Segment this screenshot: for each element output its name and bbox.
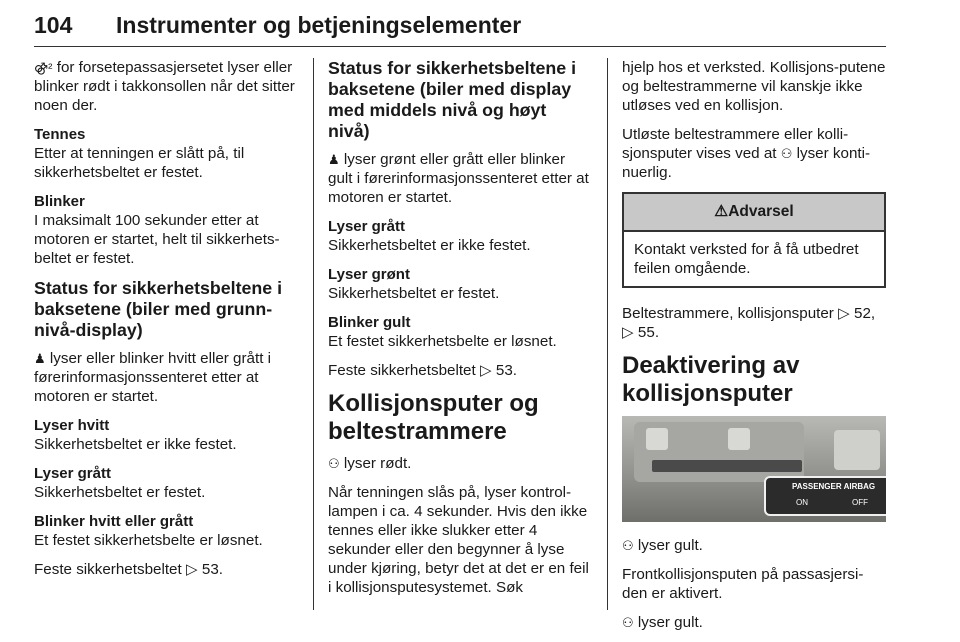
section-label: Lyser grått [328, 218, 405, 235]
paragraph: ⚇ lyser gult. [622, 614, 703, 631]
column-3 [622, 58, 886, 642]
page-reference-arrow-icon: ▷ [185, 561, 198, 578]
page-header [34, 4, 886, 44]
chapter-heading: Deaktivering av kollisjonsputer [622, 352, 800, 407]
section-label: Blinker gult [328, 314, 411, 331]
section-label: Lyser grått [34, 465, 111, 482]
callout-title: PASSENGER AIRBAG [792, 482, 876, 491]
warning-triangle-icon: ⚠ [714, 203, 729, 220]
section-text: Sikkerhetsbeltet er festet. [328, 285, 500, 302]
paragraph: ♟ lyser eller blinker hvitt eller grått i førerinformasjonssenteret etter at motoren er startet. [34, 350, 272, 405]
warning-title: ⚠Advarsel [624, 194, 884, 232]
airbag-panel-photo [622, 416, 886, 522]
console-button [728, 428, 750, 450]
callout-off-label: OFF [852, 498, 868, 507]
paragraph: Frontkollisjonsputen på passasjersi-den er aktivert. [622, 566, 864, 602]
section-text: Sikkerhetsbeltet er festet. [34, 484, 206, 501]
seatbelt-icon: ♟ [34, 351, 46, 366]
column-divider [607, 58, 608, 610]
section-text: Sikkerhetsbeltet er ikke festet. [34, 436, 237, 453]
page-reference-arrow-icon: ▷ [838, 305, 850, 322]
airbag-off-icon: ⚇ [622, 615, 634, 630]
section-text: Et festet sikkerhetsbelte er løsnet. [34, 532, 263, 549]
section-label: Tennes [34, 126, 86, 143]
paragraph: hjelp hos et verksted. Kollisjons-putene og beltestrammerne vil kanskje ikke utløses ved en kollisjon. [622, 59, 886, 114]
page-title: Instrumenter og betjeningselementer [116, 12, 522, 38]
section-label: Blinker [34, 193, 85, 210]
column-1 [34, 58, 298, 589]
passenger-airbag-callout [764, 476, 886, 516]
header-rule [34, 46, 886, 47]
section-text: Etter at tenningen er slått på, til sikkerhetsbeltet er festet. [34, 145, 245, 181]
page-reference-arrow-icon: ▷ [622, 324, 634, 341]
section-label: Lyser grønt [328, 266, 410, 283]
section-heading: Status for sikkerhetsbeltene i baksetene (biler med grunn-nivå-display) [34, 278, 283, 340]
page-reference: Feste sikkerhetsbeltet ▷ 53. [34, 561, 224, 578]
airbag-on-icon: ⚇ [622, 538, 634, 553]
section-text: Sikkerhetsbeltet er ikke festet. [328, 237, 531, 254]
page-reference-arrow-icon: ▷ [479, 362, 492, 379]
section-label: Lyser hvitt [34, 417, 110, 434]
section-text: Et festet sikkerhetsbelte er løsnet. [328, 333, 557, 350]
airbag-icon: ⚇ [328, 456, 340, 471]
airbag-icon: ⚇ [780, 146, 793, 161]
intro-paragraph: ⚣² for forsetepassasjersetet lyser eller blinker rødt i takkonsollen når det sitter noen der. [34, 59, 295, 114]
seatbelt-icon: ♟ [328, 152, 340, 167]
console-button [646, 428, 668, 450]
page-reference: Beltestrammere, kollisjonsputer ▷ 52, ▷ 55. [622, 305, 876, 341]
callout-on-label: ON [796, 498, 808, 507]
seatbelt-icon: ⚣² [34, 60, 53, 75]
section-heading: Status for sikkerhetsbeltene i baksetene (biler med display med middels nivå og høyt nivå) [328, 58, 577, 141]
column-2 [328, 58, 590, 607]
indicator-strip [652, 460, 802, 472]
paragraph: ♟ lyser grønt eller grått eller blinker gult i førerinformasjonssenteret etter at motoren er startet. [328, 151, 589, 206]
warning-body: Kontakt verksted for å få utbedret feilen omgående. [634, 241, 859, 277]
page-reference: Feste sikkerhetsbeltet ▷ 53. [328, 362, 518, 379]
page-number: 104 [34, 12, 73, 38]
map-lamp [834, 430, 880, 470]
paragraph: Utløste beltestrammere eller kolli-sjonsputer vises ved at ⚇ lyser konti-nuerlig. [622, 126, 871, 181]
paragraph: ⚇ lyser rødt. [328, 455, 412, 472]
chapter-heading: Kollisjonsputer og beltestrammere [328, 390, 539, 445]
column-divider [313, 58, 314, 610]
section-label: Blinker hvitt eller grått [34, 513, 194, 530]
paragraph: Når tenningen slås på, lyser kontrol-lampen i ca. 4 sekunder. Hvis den ikke tennes eller ikke slukker etter 4 sekunder eller den begynner å lyse under kjøring, betyr det at det er en feil i kollisjonsputesystemet. Søk [328, 484, 589, 596]
section-text: I maksimalt 100 sekunder etter at motoren er startet, helt til sikkerhets-beltet er festet. [34, 212, 280, 267]
paragraph: ⚇ lyser gult. [622, 537, 703, 554]
warning-box [622, 192, 886, 288]
